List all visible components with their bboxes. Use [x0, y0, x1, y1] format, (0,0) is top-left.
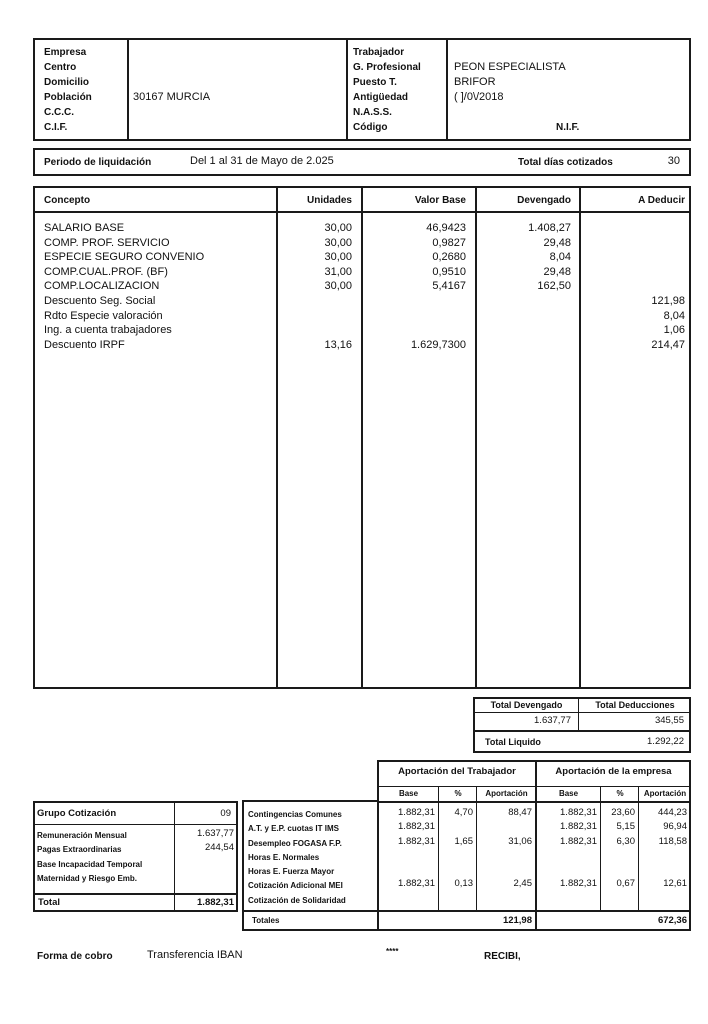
table-row-concepto: COMP.CUAL.PROF. (BF) — [44, 265, 168, 278]
table-cell-devengado: 162,50 — [537, 280, 571, 293]
table-row-concepto: ESPECIE SEGURO CONVENIO — [44, 251, 205, 264]
table-cell-valor-base: 1.629,7300 — [410, 338, 466, 351]
remuneracion-label: Remuneración Mensual — [37, 831, 127, 840]
grupo-divider — [174, 801, 175, 912]
grupo-divider — [33, 893, 238, 895]
table-cell-devengado — [477, 338, 571, 353]
totales-label: Totales — [252, 916, 280, 925]
aportacion-divider — [438, 786, 439, 911]
totales-divider — [578, 697, 579, 731]
table-cell-valor-base: 46,9423 — [426, 222, 466, 234]
label-empresa: Empresa — [44, 47, 87, 58]
contingencia-label: Cotización de Solidaridad — [248, 895, 346, 905]
value-codigo — [454, 120, 566, 135]
col-e-pct — [602, 806, 635, 906]
periodo-value: Del 1 al 31 de Mayo de 2.025 — [190, 155, 334, 167]
contingencias-labels — [248, 808, 346, 908]
table-cell-unidades — [278, 323, 352, 338]
col-e-aportacion — [640, 806, 687, 906]
total-liquido-value: 1.292,22 — [647, 736, 684, 747]
cell-t-base: 1.882,31 — [398, 807, 435, 818]
grupo-total-value: 1.882,31 — [197, 897, 234, 908]
table-cell-deducir — [581, 236, 685, 251]
value-nass — [454, 105, 566, 120]
table-cell-devengado: 29,48 — [543, 236, 571, 249]
cell-e-pct: 6,30 — [616, 835, 635, 847]
table-cell-unidades: 30,00 — [324, 251, 352, 264]
cell-e-aportacion — [640, 849, 687, 863]
label-nass: N.A.S.S. — [353, 107, 392, 118]
col-valor-base — [363, 221, 466, 352]
cell-e-pct — [602, 849, 635, 863]
worker-labels — [353, 45, 421, 135]
table-row-concepto: COMP.LOCALIZACION — [44, 280, 160, 293]
cell-e-aportacion — [640, 892, 687, 906]
dias-cotizados-value: 30 — [667, 155, 680, 167]
cell-e-pct: 5,15 — [616, 821, 635, 833]
cell-t-pct — [440, 863, 473, 877]
cell-e-pct — [602, 863, 635, 877]
table-cell-deducir: 8,04 — [663, 309, 685, 322]
value-poblacion: 30167 MURCIA — [133, 91, 211, 103]
table-row-concepto: Descuento Seg. Social — [44, 294, 156, 307]
table-cell-deducir — [581, 250, 685, 265]
cell-t-base — [379, 863, 435, 877]
aportacion-empresa-title: Aportación de la empresa — [555, 766, 672, 777]
value-trabajador — [454, 45, 566, 60]
cell-e-pct — [602, 892, 635, 906]
cell-t-base: 1.882,31 — [398, 835, 435, 847]
col-unidades — [278, 221, 352, 352]
grupo-cotizacion-label: Grupo Cotización — [37, 808, 117, 819]
cell-e-aportacion: 444,23 — [657, 807, 687, 818]
cell-e-aportacion: 96,94 — [663, 821, 687, 833]
aportacion-divider — [377, 786, 691, 787]
cell-t-pct — [440, 892, 473, 906]
cell-t-base — [379, 849, 435, 863]
cell-t-pct: 4,70 — [454, 807, 473, 818]
total-deducciones-label: Total Deducciones — [595, 700, 675, 710]
total-liquido-label: Total Liquido — [485, 737, 541, 747]
col-devengado — [477, 221, 571, 352]
cell-t-pct: 0,13 — [454, 878, 473, 890]
grupo-cotizacion-value: 09 — [220, 808, 231, 819]
subheader-e-base: Base — [558, 789, 579, 798]
cell-e-aportacion: 118,58 — [658, 835, 687, 847]
aportacion-divider — [638, 786, 639, 911]
table-cell-deducir — [581, 221, 685, 236]
grupo-rows-values — [176, 827, 234, 884]
base-it-value — [176, 856, 234, 870]
cell-t-aportacion — [478, 863, 532, 877]
table-cell-unidades: 30,00 — [324, 236, 352, 249]
aportacion-divider — [600, 786, 601, 911]
table-row-concepto: Rdto Especie valoración — [44, 309, 163, 322]
label-poblacion: Población — [44, 92, 92, 103]
header-unidades: Unidades — [306, 195, 352, 206]
contingencia-label: Horas E. Fuerza Mayor — [248, 867, 335, 877]
cell-t-base — [379, 892, 435, 906]
header-a-deducir: A Deducir — [638, 195, 685, 206]
pagas-extra-label: Pagas Extraordinarias — [37, 845, 122, 855]
header-devengado: Devengado — [517, 195, 571, 206]
total-devengado-label: Total Devengado — [490, 700, 563, 710]
header-concepto: Concepto — [44, 195, 91, 206]
aportacion-trabajador-title: Aportación del Trabajador — [398, 766, 516, 777]
company-values — [133, 45, 210, 135]
total-empresa-value: 672,36 — [657, 915, 687, 926]
cell-t-aportacion: 31,06 — [508, 835, 532, 847]
cell-e-pct: 23,60 — [611, 807, 635, 818]
cell-e-aportacion: 12,61 — [663, 878, 687, 890]
forma-cobro-value: Transferencia IBAN — [147, 949, 243, 961]
table-cell-unidades: 31,00 — [324, 265, 352, 278]
value-puesto: BRIFOR — [454, 76, 496, 88]
cell-e-pct: 0,67 — [616, 878, 635, 890]
label-trabajador: Trabajador — [353, 47, 405, 58]
table-cell-deducir: 1,06 — [663, 324, 685, 337]
subheader-t-aportacion: Aportación — [485, 789, 528, 798]
value-empresa — [133, 45, 210, 60]
col-t-pct — [440, 806, 473, 906]
cell-t-pct — [440, 849, 473, 863]
table-cell-devengado: 29,48 — [543, 265, 571, 278]
table-cell-devengado — [477, 309, 571, 324]
cell-t-base: 1.882,31 — [398, 821, 435, 833]
table-cell-unidades — [278, 309, 352, 324]
table-row-concepto: SALARIO BASE — [44, 222, 125, 234]
header-divider — [346, 38, 348, 141]
col-concepto — [44, 221, 204, 352]
table-cell-devengado: 8,04 — [549, 251, 571, 264]
recibi-label: RECIBI, — [484, 951, 521, 962]
label-grupo-profesional: G. Profesional — [353, 62, 421, 73]
pagas-extra-value: 244,54 — [204, 842, 234, 854]
col-t-base — [379, 806, 435, 906]
header-valor-base: Valor Base — [414, 195, 466, 206]
subheader-e-pct: % — [616, 789, 624, 798]
label-domicilio: Domicilio — [44, 77, 90, 88]
table-cell-devengado: 1.408,27 — [528, 222, 571, 234]
cell-t-pct — [440, 820, 473, 834]
dias-cotizados-label: Total días cotizados — [518, 157, 613, 168]
value-cif — [133, 120, 210, 135]
label-puesto: Puesto T. — [353, 77, 397, 88]
value-antiguedad: ( ]/0\/2018 — [454, 91, 504, 103]
table-row-concepto: Ing. a cuenta trabajadores — [44, 324, 172, 337]
table-cell-unidades — [278, 294, 352, 309]
table-cell-deducir: 214,47 — [651, 338, 685, 351]
table-cell-valor-base — [363, 309, 466, 324]
cell-e-base: 1.882,31 — [560, 835, 597, 847]
table-cell-deducir — [581, 265, 685, 280]
maternidad-label: Maternidad y Riesgo Emb. — [37, 873, 138, 883]
table-cell-deducir: 121,98 — [651, 294, 685, 307]
subheader-e-aportacion: Aportación — [643, 789, 687, 798]
grupo-total-label: Total — [38, 897, 60, 908]
worker-values — [454, 45, 566, 135]
table-cell-valor-base: 0,2680 — [432, 251, 466, 264]
subheader-t-base: Base — [398, 789, 419, 798]
remuneracion-value: 1.637,77 — [197, 828, 234, 839]
contingencia-label: Horas E. Normales — [248, 852, 320, 862]
value-ccc — [133, 105, 210, 120]
table-row-concepto: COMP. PROF. SERVICIO — [44, 236, 170, 249]
label-codigo: Código — [353, 122, 388, 133]
cell-t-aportacion — [478, 820, 532, 834]
header-divider — [127, 38, 129, 141]
iban-masked: **** — [386, 947, 399, 956]
cell-e-base — [537, 849, 597, 863]
cell-e-base: 1.882,31 — [560, 878, 597, 890]
value-centro — [133, 60, 210, 75]
label-antiguedad: Antigüedad — [353, 92, 408, 103]
table-cell-deducir — [581, 279, 685, 294]
cell-t-aportacion — [478, 892, 532, 906]
header-divider — [446, 38, 448, 141]
maternidad-value — [176, 870, 234, 884]
cell-t-pct: 1,65 — [454, 835, 473, 847]
cell-e-base: 1.882,31 — [560, 807, 597, 818]
cell-e-base — [537, 863, 597, 877]
col-t-aportacion — [478, 806, 532, 906]
grupo-divider — [33, 824, 238, 825]
base-it-label: Base Incapacidad Temporal — [37, 859, 143, 869]
aportacion-divider — [377, 801, 691, 803]
label-centro: Centro — [44, 62, 77, 73]
cell-t-aportacion: 2,45 — [513, 878, 532, 890]
cell-e-base: 1.882,31 — [560, 821, 597, 833]
table-cell-unidades: 30,00 — [324, 280, 352, 293]
aportacion-divider — [476, 786, 477, 911]
label-nif: N.I.F. — [556, 122, 580, 133]
cell-t-base: 1.882,31 — [398, 878, 435, 890]
value-domicilio — [133, 75, 210, 90]
subheader-t-pct: % — [454, 789, 462, 798]
total-deducciones-value: 345,55 — [654, 715, 684, 726]
contingencia-label: Contingencias Comunes — [248, 810, 342, 819]
totales-divider — [473, 730, 691, 732]
table-cell-valor-base: 0,9827 — [432, 236, 466, 249]
table-cell-devengado — [477, 323, 571, 338]
table-row-concepto: Descuento IRPF — [44, 338, 125, 351]
table-cell-unidades: 13,16 — [324, 338, 352, 351]
label-ccc: C.C.C. — [44, 107, 74, 118]
cell-e-aportacion — [640, 863, 687, 877]
contingencia-label: A.T. y E.P. cuotas IT IMS — [248, 824, 339, 834]
grupo-rows-labels — [37, 829, 142, 886]
company-labels — [44, 45, 92, 135]
totales-divider — [473, 712, 691, 713]
table-cell-devengado — [477, 294, 571, 309]
cell-t-aportacion — [478, 849, 532, 863]
col-e-base — [537, 806, 597, 906]
periodo-label: Periodo de liquidación — [44, 157, 152, 168]
col-a-deducir — [581, 221, 685, 352]
total-devengado-value: 1.637,77 — [534, 715, 571, 726]
table-cell-valor-base: 5,4167 — [432, 280, 466, 293]
table-cell-valor-base — [363, 323, 466, 338]
contingencia-label: Cotización Adicional MEI — [248, 881, 343, 891]
table-cell-unidades: 30,00 — [324, 222, 352, 234]
cell-t-aportacion: 88,47 — [508, 807, 532, 818]
label-cif: C.I.F. — [44, 122, 68, 133]
table-cell-valor-base: 0,9510 — [432, 265, 466, 278]
value-grupo-profesional: PEON ESPECIALISTA — [454, 61, 566, 73]
contingencia-label: Desempleo FOGASA F.P. — [248, 838, 342, 848]
cell-e-base — [537, 892, 597, 906]
forma-cobro-label: Forma de cobro — [37, 951, 113, 962]
table-cell-valor-base — [363, 294, 466, 309]
total-trabajador-value: 121,98 — [502, 915, 532, 926]
